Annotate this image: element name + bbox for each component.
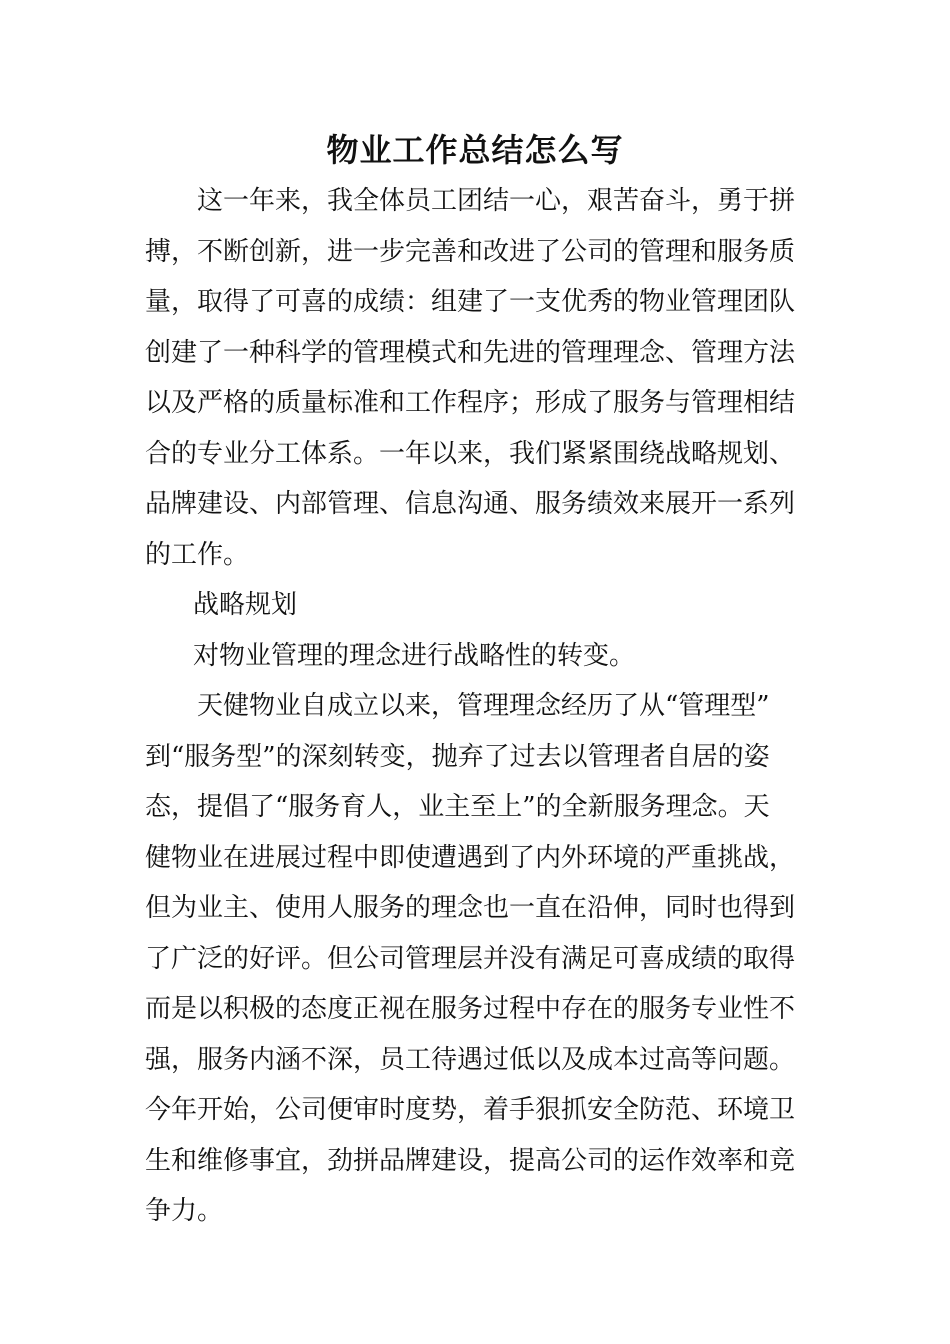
paragraph-strategy-line-6: 了广泛的好评。但公司管理层并没有满足可喜成绩的取得: [145, 943, 796, 974]
paragraph-intro-line-6: 合的专业分工体系。一年以来，我们紧紧围绕战略规划、: [145, 438, 796, 469]
paragraph-strategy-line-2: 到“服务型”的深刻转变，抛弃了过去以管理者自居的姿: [145, 741, 770, 772]
paragraph-intro-line-4: 创建了一种科学的管理模式和先进的管理理念、管理方法: [145, 337, 796, 368]
paragraph-strategy-line-9: 今年开始，公司便审时度势，着手狠抓安全防范、环境卫: [145, 1095, 796, 1125]
document-body: [145, 176, 809, 1237]
paragraph-intro-line-8: 的工作。: [145, 539, 250, 570]
paragraph-strategy-line-7: 而是以积极的态度正视在服务过程中存在的服务专业性不: [145, 994, 796, 1024]
paragraph-strategy-line-1: 天健物业自成立以来，管理理念经历了从“管理型”: [197, 691, 770, 721]
document-title: 物业工作总结怎么写: [326, 131, 624, 169]
paragraph-intro-line-5: 以及严格的质量标准和工作程序；形成了服务与管理相结: [145, 388, 796, 418]
paragraph-strategy-line-3: 态，提倡了“服务育人，业主至上”的全新服务理念。天: [145, 792, 770, 822]
strategy-summary: 对物业管理的理念进行战略性的转变。: [193, 640, 636, 671]
paragraph-intro-line-2: 搏，不断创新，进一步完善和改进了公司的管理和服务质: [145, 236, 796, 267]
paragraph-intro-line-1: 这一年来，我全体员工团结一心，艰苦奋斗，勇于拼: [197, 186, 796, 216]
paragraph-strategy-line-10: 生和维修事宜，劲拼品牌建设，提高公司的运作效率和竞: [145, 1145, 796, 1176]
paragraph-strategy-line-4: 健物业在进展过程中即使遭遇到了内外环境的严重挑战，: [145, 842, 796, 873]
section-heading-strategy: 战略规划: [193, 590, 298, 620]
paragraph-intro-line-7: 品牌建设、内部管理、信息沟通、服务绩效来展开一系列: [145, 489, 796, 519]
paragraph-strategy-line-5: 但为业主、使用人服务的理念也一直在沿伸，同时也得到: [145, 893, 796, 923]
paragraph-strategy-line-11: 争力。: [145, 1196, 224, 1226]
paragraph-intro-line-3: 量，取得了可喜的成绩：组建了一支优秀的物业管理团队: [145, 287, 796, 317]
paragraph-strategy-line-8: 强，服务内涵不深，员工待遇过低以及成本过高等问题。: [145, 1044, 796, 1075]
